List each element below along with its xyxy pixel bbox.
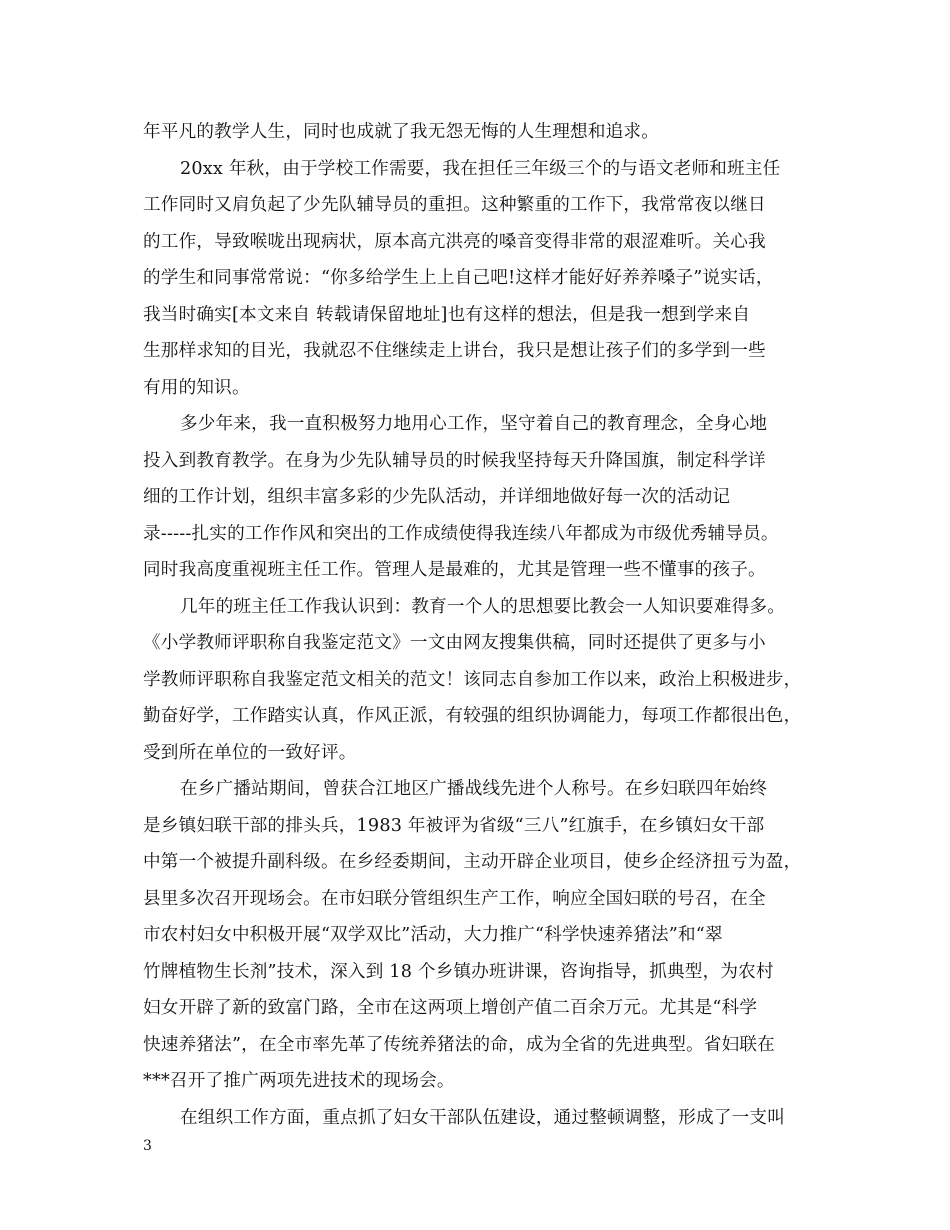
text-line: 竹牌植物生长剂”技术，深入到 18 个乡镇办班讲课，咨询指导，抓典型，为农村 [143,961,774,982]
text-line: 的工作，导致喉咙出现病状，原本高亢洪亮的嗓音变得非常的艰涩难听。关心我 [143,231,766,252]
text-line: 工作同时又肩负起了少先队辅导员的重担。这种繁重的工作下，我常常夜以继日 [143,195,766,215]
text-line: 有用的知识。 [143,377,250,398]
text-line: 《小学教师评职称自我鉴定范文》一文由网友搜集供稿，同时还提供了更多与小 [143,633,766,653]
text-line: 勤奋好学，工作踏实认真，作风正派，有较强的组织协调能力，每项工作都很出色， [143,706,802,726]
text-line: 同时我高度重视班主任工作。管理人是最难的，尤其是管理一些不懂事的孩子。 [143,560,766,580]
text-line: 几年的班主任工作我认识到：教育一个人的思想要比教会一人知识要难得多。 [180,596,785,617]
text-line: 年平凡的教学人生，同时也成就了我无怨无悔的人生理想和追求。 [143,122,660,142]
text-line: 20xx 年秋，由于学校工作需要，我在担任三年级三个的与语文老师和班主任 [180,158,781,179]
body-text [143,114,823,1136]
text-line: 是乡镇妇联干部的排头兵，1983 年被评为省级“三八”红旗手，在乡镇妇女干部 [143,815,765,836]
text-line: 的学生和同事常常说：“你多给学生上上自己吧!这样才能好好养养嗓子”说实话， [143,268,774,288]
text-line: 妇女开辟了新的致富门路，全市在这两项上增创产值二百余万元。尤其是“科学 [143,998,758,1018]
text-line: 投入到教育教学。在身为少先队辅导员的时候我坚持每天升降国旗，制定科学详 [143,450,766,471]
text-line: 生那样求知的目光，我就忍不住继续走上讲台，我只是想让孩子们的多学到一些 [143,341,766,361]
text-line: 录-----扎实的工作作风和突出的工作成绩使得我连续八年都成为市级优秀辅导员。 [143,523,779,544]
text-line: 学教师评职称自我鉴定范文相关的范文！该同志自参加工作以来，政治上积极进步， [143,669,802,690]
text-line: 县里多次召开现场会。在市妇联分管组织生产工作，响应全国妇联的号召，在全 [143,888,766,909]
text-line: 我当时确实[本文来自 转载请保留地址]也有这样的想法，但是我一想到学来自 [143,304,751,325]
text-line: 在组织工作方面，重点抓了妇女干部队伍建设，通过整顿调整，形成了一支叫 [180,1107,785,1128]
text-line: 受到所在单位的一致好评。 [143,742,357,763]
page-number: 3 [143,1138,152,1154]
text-line: 市农村妇女中积极开展“双学双比”活动，大力推广“科学快速养猪法”和“翠 [143,925,723,945]
text-line: 在乡广播站期间，曾获合江地区广播战线先进个人称号。在乡妇联四年始终 [180,779,768,799]
text-line: 多少年来，我一直积极努力地用心工作，坚守着自己的教育理念，全身心地 [180,414,768,434]
text-line: ***召开了推广两项先进技术的现场会。 [143,1071,455,1091]
text-line: 中第一个被提升副科级。在乡经委期间，主动开辟企业项目，使乡企经济扭亏为盈， [143,852,802,872]
text-line: 快速养猪法”，在全市率先革了传统养猪法的命，成为全省的先进典型。省妇联在 [143,1034,775,1055]
text-line: 细的工作计划，组织丰富多彩的少先队活动，并详细地做好每一次的活动记 [143,487,731,507]
